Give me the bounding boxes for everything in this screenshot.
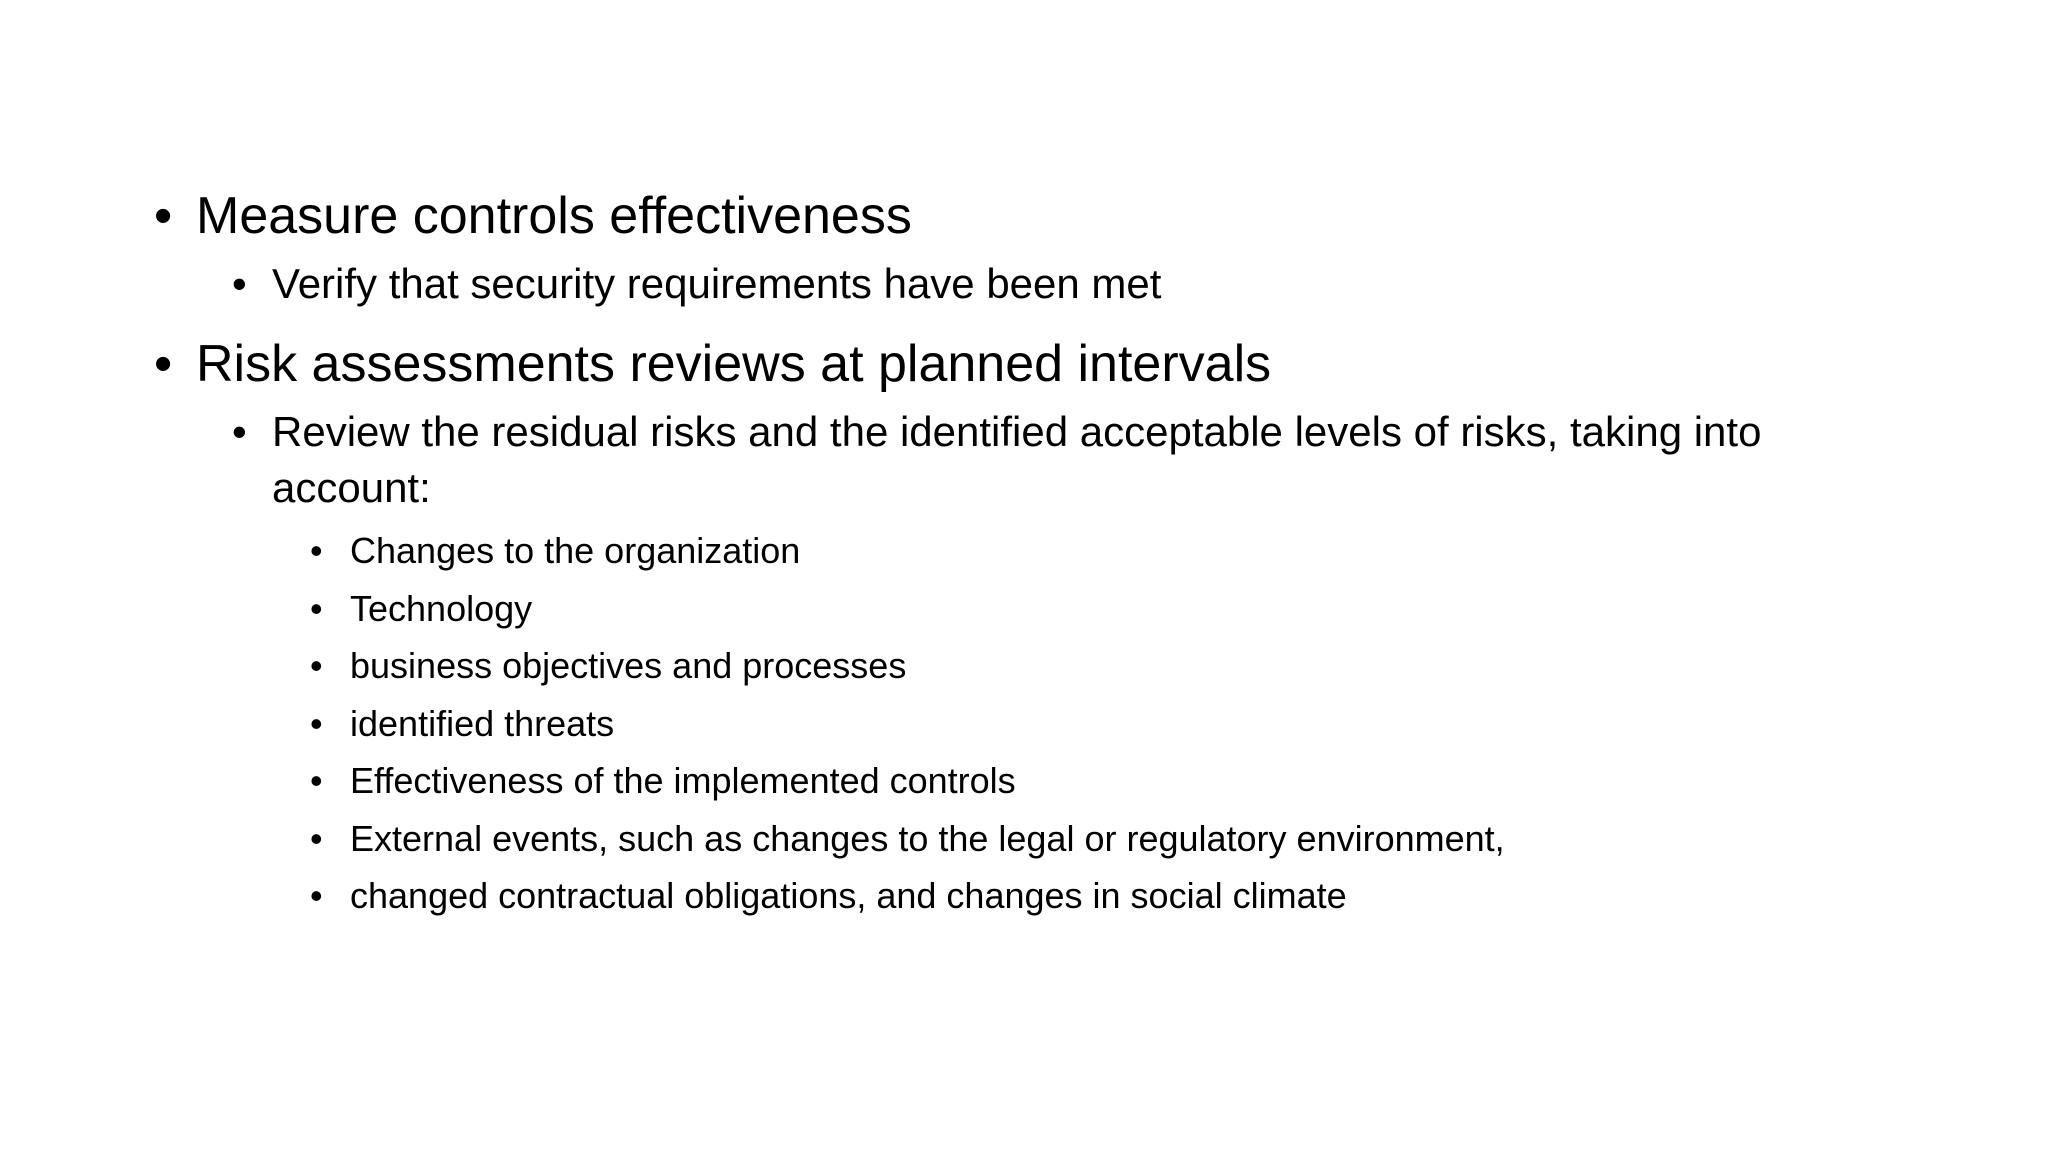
bullet-dot-icon: • bbox=[310, 702, 323, 744]
bullet-dot-icon: • bbox=[310, 530, 323, 571]
bullet-item-level3 bbox=[310, 752, 1914, 810]
bullet-item-level3 bbox=[310, 867, 1914, 925]
bullet-text: Risk assessments reviews at planned intervals bbox=[196, 335, 1272, 393]
bullet-text: Effectiveness of the implemented controls bbox=[350, 760, 1016, 801]
bullet-dot-icon: • bbox=[310, 587, 323, 629]
bullet-dot-icon: • bbox=[154, 187, 173, 245]
bullet-item-level3 bbox=[310, 580, 1914, 638]
bullet-dot-icon: • bbox=[310, 875, 323, 916]
bullet-item-level3 bbox=[310, 810, 1914, 868]
bullet-text: business objectives and processes bbox=[350, 645, 907, 686]
bullet-text: changed contractual obligations, and changes in social climate bbox=[350, 875, 1347, 916]
bullet-dot-icon: • bbox=[232, 408, 247, 455]
bullet-text: Changes to the organization bbox=[350, 530, 801, 571]
bullet-text: External events, such as changes to the legal or regulatory environment, bbox=[350, 817, 1505, 859]
bullet-dot-icon: • bbox=[310, 645, 323, 686]
bullet-dot-icon: • bbox=[310, 817, 323, 859]
bullet-item-level3 bbox=[310, 695, 1914, 753]
bullet-text: Verify that security requirements have been met bbox=[272, 260, 1162, 307]
bullet-item-level1 bbox=[154, 180, 1914, 252]
bullet-item-level1 bbox=[154, 328, 1914, 400]
bullet-item-level2 bbox=[232, 404, 1892, 516]
bullet-text: Review the residual risks and the identified acceptable levels of risks, taking into account: bbox=[272, 408, 1762, 511]
bullet-dot-icon: • bbox=[232, 260, 247, 307]
bullet-text: identified threats bbox=[350, 702, 615, 744]
bullet-item-level2 bbox=[232, 256, 1914, 312]
bullet-text: Technology bbox=[350, 587, 533, 629]
bullet-dot-icon: • bbox=[154, 335, 173, 393]
bullet-item-level3 bbox=[310, 522, 1914, 580]
bullet-text: Measure controls effectiveness bbox=[196, 187, 912, 245]
bullet-dot-icon: • bbox=[310, 760, 323, 801]
bullet-item-level3 bbox=[310, 637, 1914, 695]
bullet-list bbox=[154, 180, 1914, 925]
